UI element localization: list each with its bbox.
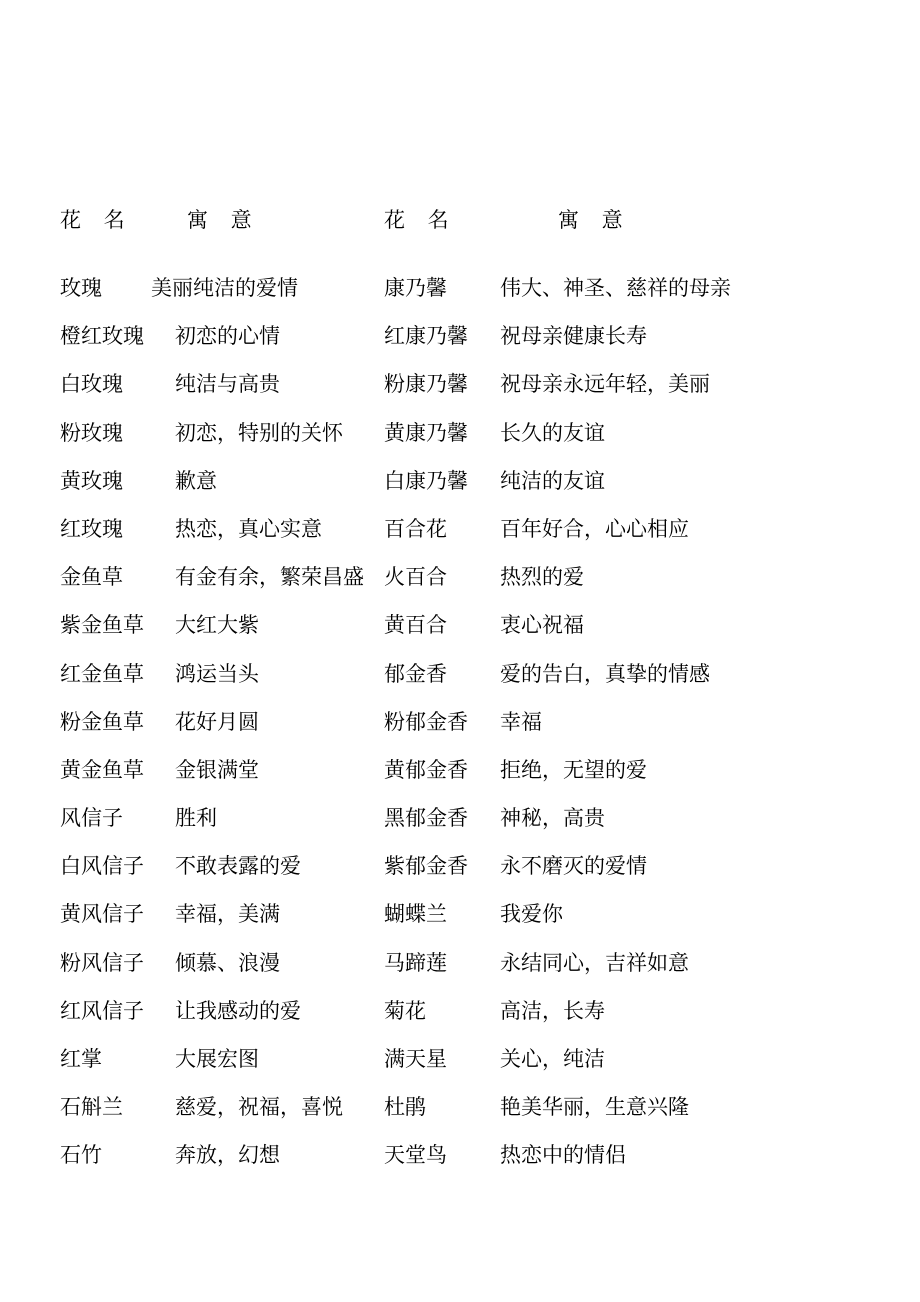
flower-meaning-left: 纯洁与高贵 <box>175 372 280 397</box>
flower-name-right: 黄康乃馨 <box>384 420 468 445</box>
flower-name-right: 杜鹃 <box>384 1095 426 1120</box>
flower-name-right: 康乃馨 <box>384 276 447 300</box>
flower-meaning-left: 美丽纯洁的爱情 <box>151 276 298 300</box>
flower-meaning-right: 衷心祝福 <box>500 613 584 638</box>
flower-meaning-left: 大展宏图 <box>175 1047 259 1071</box>
table-row <box>0 702 920 750</box>
flower-name-right: 百合花 <box>384 516 447 541</box>
flower-meaning-right: 伟大、神圣、慈祥的母亲 <box>500 276 731 300</box>
flower-meaning-right: 高洁，长寿 <box>500 998 605 1023</box>
table-row <box>0 268 920 316</box>
flower-meaning-right: 长久的友谊 <box>500 420 605 445</box>
flower-meaning-left: 鸿运当头 <box>175 661 259 686</box>
flower-name-left: 金鱼草 <box>60 565 123 590</box>
flower-meaning-left: 胜利 <box>175 806 217 831</box>
flower-name-right: 菊花 <box>384 998 426 1023</box>
flower-meaning-right: 永不磨灭的爱情 <box>500 854 647 879</box>
table-row <box>0 316 920 364</box>
table-row <box>0 461 920 509</box>
flower-name-left: 玫瑰 <box>60 276 102 300</box>
flower-name-left: 紫金鱼草 <box>60 613 144 638</box>
flower-name-left: 橙红玫瑰 <box>60 324 144 349</box>
header-flower-name-right: 花 名 <box>384 208 457 232</box>
flower-name-left: 红掌 <box>60 1047 102 1071</box>
flower-meaning-right: 祝母亲健康长寿 <box>500 324 647 349</box>
table-row <box>0 605 920 653</box>
flower-name-left: 黄风信子 <box>60 902 144 927</box>
flower-name-right: 马蹄莲 <box>384 950 447 975</box>
flower-name-left: 粉金鱼草 <box>60 709 144 734</box>
flower-name-left: 风信子 <box>60 806 123 831</box>
flower-name-left: 红金鱼草 <box>60 661 144 686</box>
flower-meaning-right: 纯洁的友谊 <box>500 468 605 493</box>
table-row <box>0 1135 920 1183</box>
flower-name-left: 粉玫瑰 <box>60 420 123 445</box>
flower-meaning-left: 初恋，特别的关怀 <box>175 420 343 445</box>
flower-name-right: 黄郁金香 <box>384 757 468 782</box>
table-row <box>0 364 920 412</box>
flower-meaning-right: 艳美华丽，生意兴隆 <box>500 1095 689 1120</box>
flower-name-right: 紫郁金香 <box>384 854 468 879</box>
flower-meaning-left: 让我感动的爱 <box>175 998 301 1023</box>
flower-name-left: 白风信子 <box>60 854 144 879</box>
flower-name-right: 粉郁金香 <box>384 709 468 734</box>
flower-meaning-right: 永结同心，吉祥如意 <box>500 950 689 975</box>
flower-meaning-left: 热恋，真心实意 <box>175 516 322 541</box>
flower-name-left: 石竹 <box>60 1143 102 1168</box>
table-row <box>0 846 920 894</box>
table-row <box>0 798 920 846</box>
table-row <box>0 991 920 1039</box>
table-row <box>0 894 920 942</box>
flower-meaning-right: 幸福 <box>500 709 542 734</box>
table-row <box>0 654 920 702</box>
flower-meaning-left: 金银满堂 <box>175 757 259 782</box>
flower-meaning-right: 我爱你 <box>500 902 563 927</box>
flower-meaning-right: 神秘，高贵 <box>500 806 605 831</box>
flower-meaning-left: 幸福，美满 <box>175 902 280 927</box>
flower-name-right: 蝴蝶兰 <box>384 902 447 927</box>
table-row <box>0 557 920 605</box>
flower-name-left: 红玫瑰 <box>60 516 123 541</box>
flower-name-right: 黄百合 <box>384 613 447 638</box>
table-row <box>0 1087 920 1135</box>
flower-meaning-left: 不敢表露的爱 <box>175 854 301 879</box>
table-row <box>0 509 920 557</box>
flower-name-right: 黑郁金香 <box>384 806 468 831</box>
flower-name-left: 白玫瑰 <box>60 372 123 397</box>
flower-meaning-table <box>0 268 920 1184</box>
flower-name-left: 石斛兰 <box>60 1095 123 1120</box>
flower-name-right: 红康乃馨 <box>384 324 468 349</box>
header-flower-name-left: 花 名 <box>60 208 133 232</box>
flower-meaning-left: 大红大紫 <box>175 613 259 638</box>
flower-meaning-left: 有金有余，繁荣昌盛 <box>175 565 364 590</box>
table-header <box>0 200 920 240</box>
flower-meaning-left: 花好月圆 <box>175 709 259 734</box>
header-meaning-right: 寓 意 <box>558 208 631 232</box>
table-row <box>0 750 920 798</box>
flower-name-right: 火百合 <box>384 565 447 590</box>
flower-name-left: 黄玫瑰 <box>60 468 123 493</box>
flower-meaning-right: 关心，纯洁 <box>500 1047 605 1071</box>
flower-name-right: 满天星 <box>384 1047 447 1071</box>
flower-name-right: 白康乃馨 <box>384 468 468 493</box>
flower-meaning-left: 倾慕、浪漫 <box>175 950 280 975</box>
table-row <box>0 413 920 461</box>
flower-meaning-right: 热烈的爱 <box>500 565 584 590</box>
flower-name-right: 郁金香 <box>384 661 447 686</box>
table-row <box>0 1039 920 1087</box>
flower-meaning-left: 初恋的心情 <box>175 324 280 349</box>
flower-meaning-left: 奔放，幻想 <box>175 1143 280 1168</box>
flower-meaning-right: 百年好合，心心相应 <box>500 516 689 541</box>
header-meaning-left: 寓 意 <box>187 208 260 232</box>
flower-meaning-right: 拒绝，无望的爱 <box>500 757 647 782</box>
flower-name-left: 黄金鱼草 <box>60 757 144 782</box>
flower-meaning-right: 爱的告白，真挚的情感 <box>500 661 710 686</box>
flower-meaning-left: 歉意 <box>175 468 217 493</box>
flower-meaning-right: 热恋中的情侣 <box>500 1143 626 1168</box>
flower-meaning-left: 慈爱，祝福，喜悦 <box>175 1095 343 1120</box>
flower-name-left: 红风信子 <box>60 998 144 1023</box>
flower-name-right: 粉康乃馨 <box>384 372 468 397</box>
flower-name-left: 粉风信子 <box>60 950 144 975</box>
flower-meaning-right: 祝母亲永远年轻，美丽 <box>500 372 710 397</box>
table-row <box>0 943 920 991</box>
flower-name-right: 天堂鸟 <box>384 1143 447 1168</box>
